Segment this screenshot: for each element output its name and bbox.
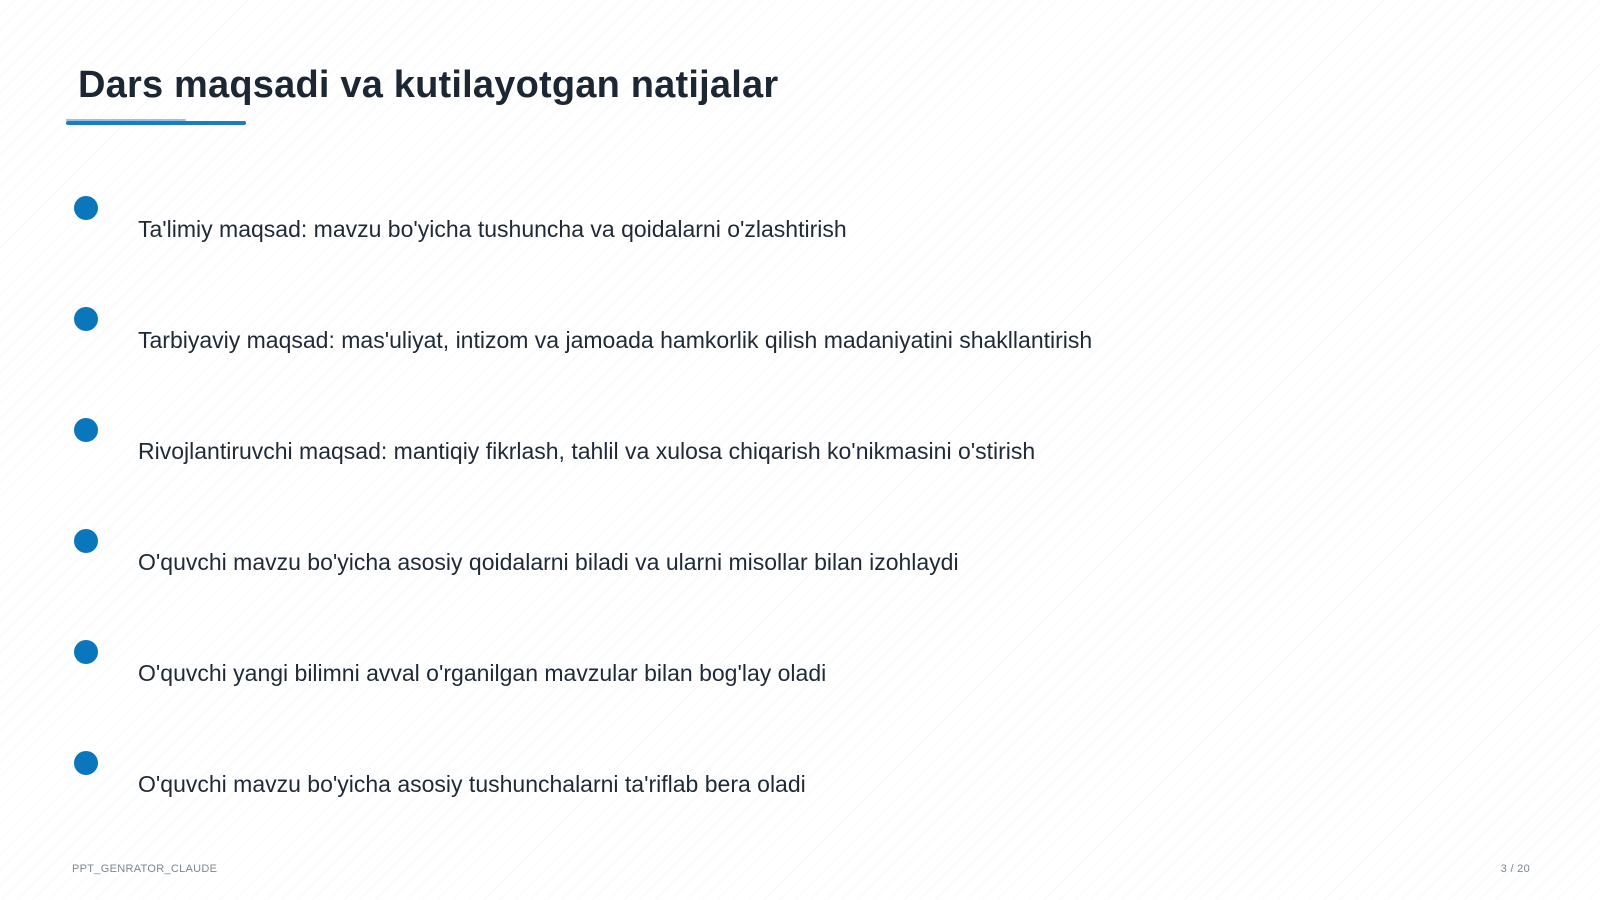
bullet-dot [74, 640, 98, 664]
bullet-item [0, 196, 1600, 276]
bullet-dot [74, 418, 98, 442]
slide-title: Dars maqsadi va kutilayotgan natijalar [78, 64, 779, 106]
bullet-text: Tarbiyaviy maqsad: mas'uliyat, intizom va jamoada hamkorlik qilish madaniyatini shakllantirish [138, 327, 1093, 353]
bullet-text: Ta'limiy maqsad: mavzu bo'yicha tushuncha va qoidalarni o'zlashtirish [138, 216, 847, 242]
bullet-dot [74, 307, 98, 331]
bullet-dot [74, 196, 98, 220]
bullet-dot [74, 751, 98, 775]
bullet-item [0, 418, 1600, 498]
footer-generator-label: PPT_GENRATOR_CLAUDE [72, 863, 218, 875]
bullet-item [0, 307, 1600, 387]
bullet-text: O'quvchi mavzu bo'yicha asosiy qoidalarni biladi va ularni misollar bilan izohlaydi [138, 549, 959, 575]
bullet-dot [74, 529, 98, 553]
bullet-item [0, 751, 1600, 831]
page-number: 3 / 20 [1500, 863, 1530, 875]
bullet-text: Rivojlantiruvchi maqsad: mantiqiy fikrlash, tahlil va xulosa chiqarish ko'nikmasini o'stirish [138, 438, 1036, 464]
bullet-text: O'quvchi mavzu bo'yicha asosiy tushunchalarni ta'riflab bera oladi [138, 771, 806, 797]
bullet-item [0, 640, 1600, 720]
bullet-item [0, 529, 1600, 609]
bullet-text: O'quvchi yangi bilimni avval o'rganilgan mavzular bilan bog'lay oladi [138, 660, 827, 686]
